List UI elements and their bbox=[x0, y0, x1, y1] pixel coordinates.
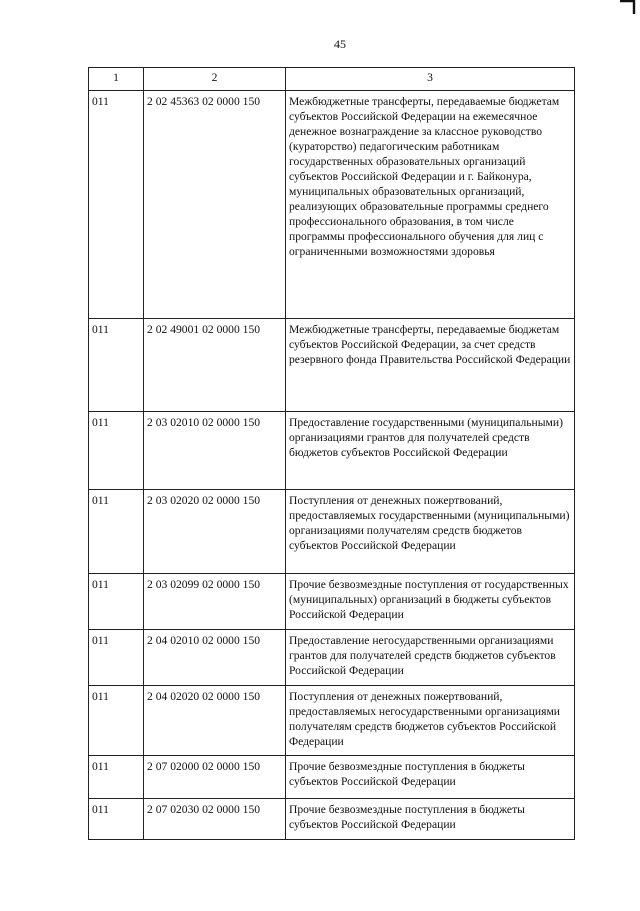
description-cell: Межбюджетные трансферты, передаваемые бюджетам субъектов Российской Федерации на ежемесячное денежное вознаграждение за классное руководство (кураторство) педагогическим работникам государственных образовательных организаций субъектов Российской Федерации и г. Байконура, муниципальных образовательных организаций, реализующих образовательные программы среднего профессионального образования, в том числе программы профессионального обучения для лиц с ограниченными возможностями здоровья bbox=[286, 91, 575, 319]
budget-code-cell: 2 02 45363 02 0000 150 bbox=[144, 91, 286, 319]
admin-code-cell: 011 bbox=[89, 686, 144, 756]
description-cell: Прочие безвозмездные поступления в бюджеты субъектов Российской Федерации bbox=[286, 799, 575, 840]
budget-code-cell: 2 04 02010 02 0000 150 bbox=[144, 630, 286, 686]
admin-code-cell: 011 bbox=[89, 630, 144, 686]
column-header-1: 1 bbox=[89, 68, 144, 91]
description-cell: Прочие безвозмездные поступления в бюджеты субъектов Российской Федерации bbox=[286, 756, 575, 799]
table-row bbox=[89, 799, 575, 840]
table-row bbox=[89, 490, 575, 574]
table-row bbox=[89, 574, 575, 630]
budget-code-cell: 2 03 02010 02 0000 150 bbox=[144, 412, 286, 490]
budget-code-cell: 2 07 02030 02 0000 150 bbox=[144, 799, 286, 840]
revenue-codes-table bbox=[88, 67, 575, 840]
corner-mark-icon bbox=[620, 0, 638, 14]
budget-code-cell: 2 03 02099 02 0000 150 bbox=[144, 574, 286, 630]
description-cell: Предоставление государственными (муниципальными) организациями грантов для получателей средств бюджетов субъектов Российской Федерации bbox=[286, 412, 575, 490]
budget-code-cell: 2 04 02020 02 0000 150 bbox=[144, 686, 286, 756]
admin-code-cell: 011 bbox=[89, 490, 144, 574]
description-cell: Прочие безвозмездные поступления от государственных (муниципальных) организаций в бюджеты субъектов Российской Федерации bbox=[286, 574, 575, 630]
admin-code-cell: 011 bbox=[89, 756, 144, 799]
admin-code-cell: 011 bbox=[89, 574, 144, 630]
table-header-row bbox=[89, 68, 575, 91]
admin-code-cell: 011 bbox=[89, 412, 144, 490]
table-row bbox=[89, 686, 575, 756]
description-cell: Поступления от денежных пожертвований, предоставляемых государственными (муниципальными) организациями получателям средств бюджетов субъектов Российской Федерации bbox=[286, 490, 575, 574]
page-number: 45 bbox=[334, 37, 346, 51]
description-cell: Предоставление негосударственными организациями грантов для получателей средств бюджетов субъектов Российской Федерации bbox=[286, 630, 575, 686]
table-row bbox=[89, 412, 575, 490]
column-header-3: 3 bbox=[286, 68, 575, 91]
budget-code-cell: 2 07 02000 02 0000 150 bbox=[144, 756, 286, 799]
description-cell: Межбюджетные трансферты, передаваемые бюджетам субъектов Российской Федерации, за счет средств резервного фонда Правительства Российской Федерации bbox=[286, 319, 575, 412]
admin-code-cell: 011 bbox=[89, 799, 144, 840]
admin-code-cell: 011 bbox=[89, 319, 144, 412]
budget-code-cell: 2 02 49001 02 0000 150 bbox=[144, 319, 286, 412]
column-header-2: 2 bbox=[144, 68, 286, 91]
table-row bbox=[89, 319, 575, 412]
table-row bbox=[89, 91, 575, 319]
table-row bbox=[89, 756, 575, 799]
budget-code-cell: 2 03 02020 02 0000 150 bbox=[144, 490, 286, 574]
table-row bbox=[89, 630, 575, 686]
description-cell: Поступления от денежных пожертвований, предоставляемых негосударственными организациями получателям средств бюджетов субъектов Российской Федерации bbox=[286, 686, 575, 756]
admin-code-cell: 011 bbox=[89, 91, 144, 319]
